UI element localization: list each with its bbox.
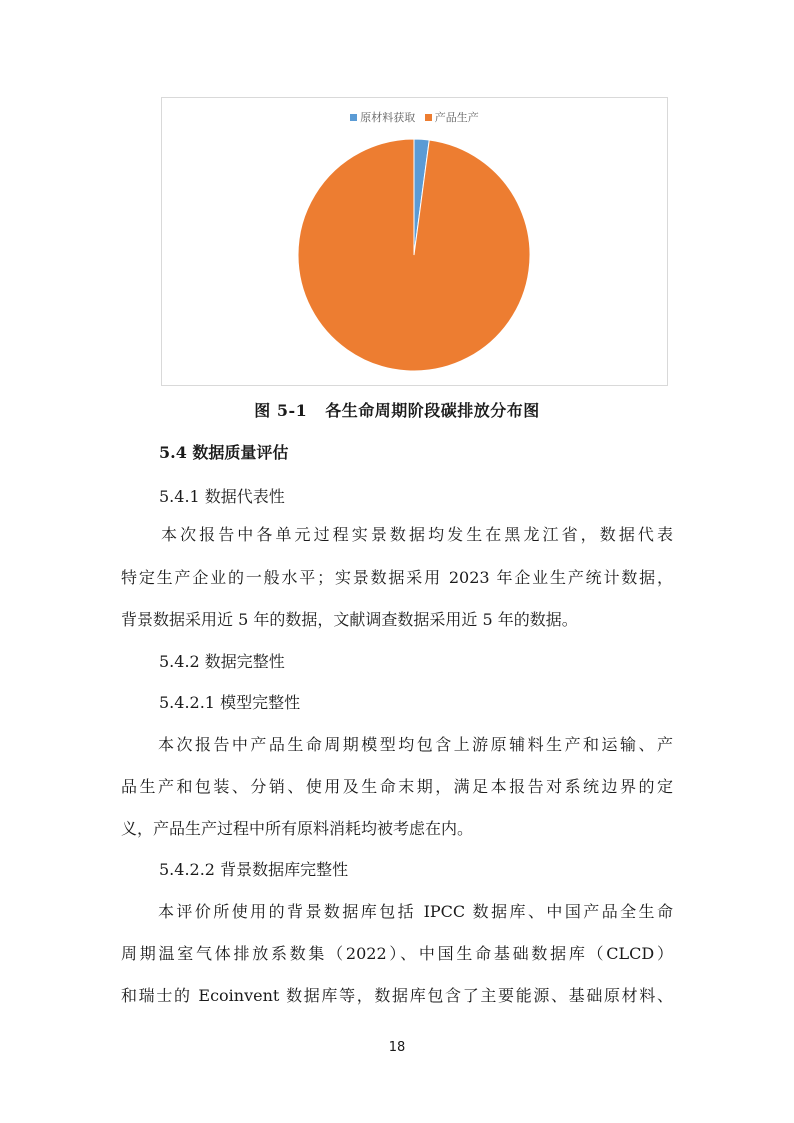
subsection-heading-5-4-2-1: 5.4.2.1 模型完整性: [159, 693, 301, 712]
pie-svg: [162, 98, 667, 385]
figure-title: 各生命周期阶段碳排放分布图: [325, 401, 540, 420]
legend-label-raw-material: 原材料获取: [360, 111, 416, 124]
paragraph-1-line-1: 本次报告中各单元过程实景数据均发生在黑龙江省，数据代表: [161, 525, 673, 544]
paragraph-2-line-3: 义，产品生产过程中所有原料消耗均被考虑在内。: [121, 819, 474, 838]
section-heading-5-4: 5.4 数据质量评估: [159, 443, 289, 462]
paragraph-1-line-3: 背景数据采用近 5 年的数据，文献调查数据采用近 5 年的数据。: [121, 610, 578, 629]
page-number: 18: [388, 1040, 406, 1055]
paragraph-1-line-2: 特定生产企业的一般水平；实景数据采用 2023 年企业生产统计数据，: [121, 568, 673, 587]
paragraph-3-line-1: 本评价所使用的背景数据库包括 IPCC 数据库、中国产品全生命: [158, 902, 673, 921]
paragraph-2-line-2: 品生产和包装、分销、使用及生命末期，满足本报告对系统边界的定: [121, 777, 673, 796]
subsection-heading-5-4-1: 5.4.1 数据代表性: [159, 487, 285, 506]
pie-chart: [161, 97, 668, 386]
paragraph-2-line-1: 本次报告中产品生命周期模型均包含上游原辅料生产和运输、产: [158, 735, 673, 754]
subsection-heading-5-4-2: 5.4.2 数据完整性: [159, 652, 285, 671]
paragraph-3-line-3: 和瑞士的 Ecoinvent 数据库等，数据库包含了主要能源、基础原材料、: [121, 986, 673, 1005]
legend-label-production: 产品生产: [434, 111, 479, 124]
paragraph-3-line-2: 周期温室气体排放系数集（2022）、中国生命基础数据库（CLCD）: [121, 944, 673, 963]
subsection-heading-5-4-2-2: 5.4.2.2 背景数据库完整性: [159, 860, 349, 879]
figure-number: 图 5-1: [254, 401, 308, 420]
figure-caption: [0, 398, 794, 421]
pie-slice-production: [298, 139, 530, 371]
